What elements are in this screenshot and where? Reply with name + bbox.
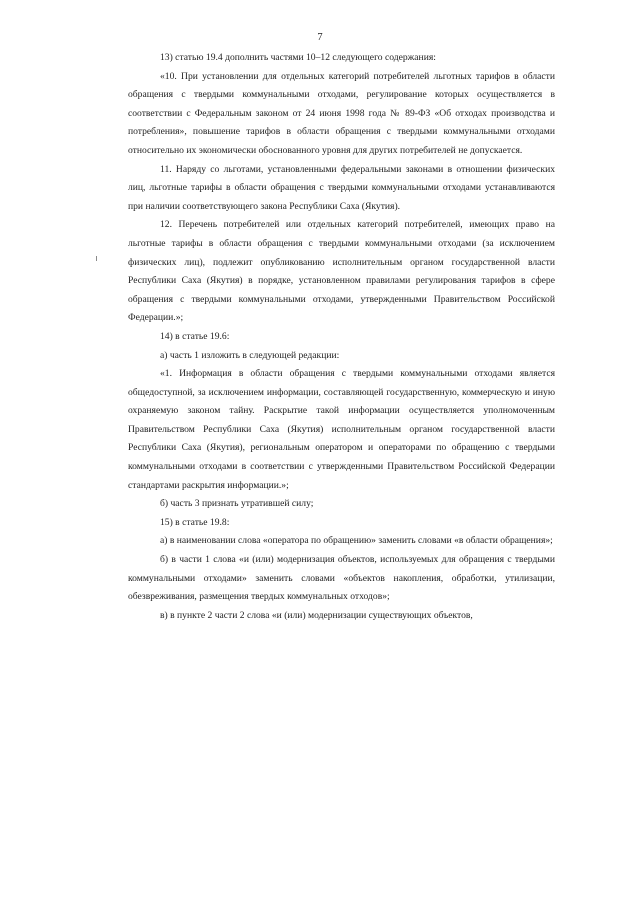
- page-number: 7: [317, 32, 323, 43]
- paragraph-part-12: 12. Перечень потребителей или отдельных категорий потребителей, имеющих право на льготные тарифы в области обращения с твердыми коммунальными отходами (за исключением физических лиц), подлежит опубликованию исполнительным органом государственной власти Республики Саха (Якутия) в порядке, установленном правилами регулирования тарифов в сфере обращения с твердыми коммунальными отходами, утвержденными Правительством Российской Федерации.»;: [128, 219, 555, 324]
- paragraph-13-heading: 13) статью 19.4 дополнить частями 10–12 следующего содержания:: [160, 52, 436, 63]
- paragraph-14-a: а) часть 1 изложить в следующей редакции:: [160, 349, 340, 361]
- paragraph-15-a: а) в наименовании слова «оператора по обращению» заменить словами «в области обращения»;: [160, 535, 553, 547]
- paragraph-14-heading: 14) в статье 19.6:: [160, 330, 230, 342]
- paragraph-15-v: в) в пункте 2 части 2 слова «и (или) модернизации существующих объектов,: [160, 609, 473, 621]
- margin-mark: [96, 256, 97, 261]
- paragraph-15-heading: 15) в статье 19.8:: [160, 516, 230, 528]
- paragraph-15-b: б) в части 1 слова «и (или) модернизация объектов, используемых для обращения с твердыми коммунальными отходами» заменить словами «объектов накопления, обработки, утилизации, обезвреживания, размещения твердых коммунальных отходов»;: [128, 554, 555, 603]
- paragraph-14-b: б) часть 3 признать утратившей силу;: [160, 498, 314, 510]
- paragraph-information-part-1: «1. Информация в области обращения с твердыми коммунальными отходами является общедоступной, за исключением информации, составляющей государственную, коммерческую и иную охраняемую законом тайну. Раскрытие такой информации осуществляется уполномоченным Правительством Республики Саха (Якутия) исполнительным органом государственной власти Республики Саха (Якутия), региональным оператором и операторами по обращению с твердыми коммунальными отходами в соответствии с утвержденными Правительством Российской Федерации стандартами раскрытия информации.»;: [128, 368, 555, 491]
- document-body: [128, 49, 555, 625]
- paragraph-part-10: «10. При установлении для отдельных категорий потребителей льготных тарифов в области обращения с твердыми коммунальными отходами, регулирование которых осуществляется в соответствии с Федеральным законом от 24 июня 1998 года № 89-ФЗ «Об отходах производства и потребления», повышение тарифов в области обращения с твердыми коммунальными отходами относительно их экономически обоснованного уровня для других потребителей не допускается.: [128, 70, 555, 156]
- paragraph-part-11: 11. Наряду со льготами, установленными федеральными законами в отношении физических лиц, льготные тарифы в области обращения с твердыми коммунальными отходами устанавливаются при наличии соответствующего закона Республики Саха (Якутия).: [128, 163, 555, 212]
